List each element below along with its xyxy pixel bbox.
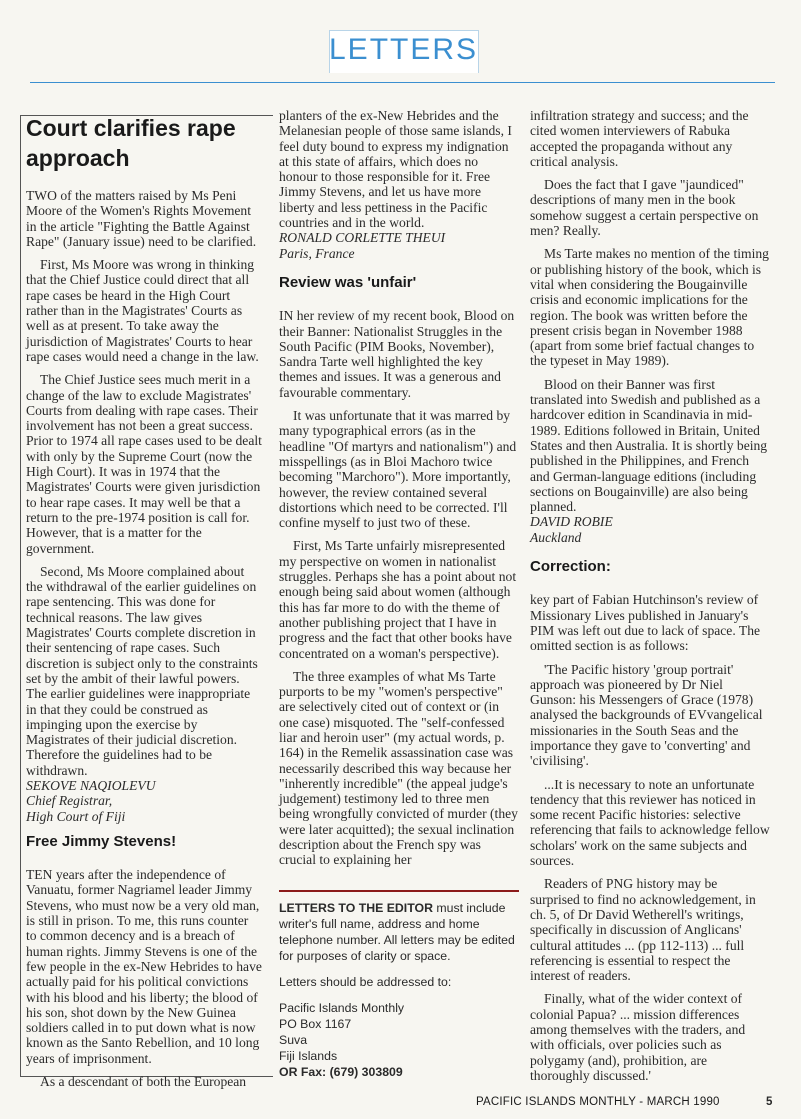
- editor-notice-heading: LETTERS TO THE EDITOR: [279, 900, 433, 915]
- article-title-court: Court clarifies rape approach: [26, 115, 236, 171]
- signature-org: High Court of Fiji: [26, 808, 126, 824]
- letters-to-editor-box: [279, 890, 519, 1080]
- signature-name: RONALD CORLETTE THEUI: [279, 230, 446, 246]
- column-1: [26, 113, 262, 1097]
- paragraph: ...It is necessary to note an unfortunate tendency that this reviewer has noticed in some recent Pacific histories: selective referencing that fails to acknowledge fellow scholars' work on the same subjects and sources.: [530, 776, 770, 869]
- column-2: [279, 108, 519, 1080]
- page-number: 5: [766, 1096, 773, 1108]
- paragraph: First, Ms Tarte unfairly misrepresented my perspective on women in nationalist struggles. Perhaps she has a point about not enough being said about women (although this has far more to do with the theme of another publishing project that I have in progress and the fact that other books have concentrated on a woman's perspective).: [279, 538, 517, 661]
- section-title: LETTERS: [329, 33, 479, 66]
- fax-number: OR Fax: (679) 303809: [279, 1064, 403, 1079]
- publication-footer: PACIFIC ISLANDS MONTHLY - MARCH 1990: [476, 1096, 720, 1108]
- signature-name: SEKOVE NAQIOLEVU: [26, 777, 156, 793]
- paragraph: Does the fact that I gave "jaundiced" descriptions of many men in the book somehow suggest a certain perspective on men? Really.: [530, 177, 759, 239]
- paragraph: Second, Ms Moore complained about the withdrawal of the earlier guidelines on rape sentencing. This was done for technical reasons. The law gives Magistrates' Courts complete discretion in their sentencing of rape cases. Such discretion is subject only to the constraints set by the ambit of their lawful powers. The earlier guidelines were inappropriate in that they could be construed as impinging upon the exercise by Magistrates of their judicial discretion. Therefore the guidelines had to be withdrawn.: [26, 563, 258, 778]
- paragraph: TEN years after the independence of Vanuatu, former Nagriamel leader Jimmy Stevens, who must now be a very old man, is still in prison. To me, this runs counter to common decency and is a breach of human rights. Jimmy Stevens is one of the few people in the ex-New Hebrides to have actually paid for his political convictions with his blood and his liberty; the blood of his son, shot down by the New Guinea soldiers called in to put down what is now known as the Santo Rebellion, and 10 long years of imprisonment.: [26, 867, 262, 1066]
- paragraph: Finally, what of the wider context of colonial Papua? ... mission differences among themselves with the traders, and with officials, over policies such as polygamy (and), prohibition, are thoroughly discussed.': [530, 991, 746, 1083]
- paragraph: infiltration strategy and success; and the cited women interviewers of Rabuka accepted the propaganda without any critical analysis.: [530, 108, 749, 169]
- paragraph: First, Ms Moore was wrong in thinking that the Chief Justice could direct that all rape cases be heard in the High Court rather than in the Magistrates' Courts as well as at present. To take away the jurisdiction of Magistrates' Courts to hear rape cases would need a change in the law.: [26, 257, 259, 364]
- paragraph: key part of Fabian Hutchinson's review of Missionary Lives published in January's PIM was left out due to lack of space. The omitted section is as follows:: [530, 592, 761, 654]
- paragraph: IN her review of my recent book, Blood on their Banner: Nationalist Struggles in the South Pacific (PIM Books, November), Sandra Tarte well highlighted the key themes and issues. It was a generous and favourable commentary.: [279, 308, 515, 400]
- article-title-jimmy: Free Jimmy Stevens!: [26, 832, 177, 850]
- paragraph: Readers of PNG history may be surprised to find no acknowledgement, in ch. 5, of Dr David Wetherell's writings, specifically in discussion of Anglicans' cultural attitudes ... (pp 112-113) ... full referencing is essential to respect the interest of readers.: [530, 876, 756, 984]
- editor-notice: [279, 900, 519, 964]
- paragraph: Ms Tarte makes no mention of the timing or publishing history of the book, which is vital when considering the Bougainville crisis and economic implications for the region. The book was written before the present crisis began in November 1988 (apart from some brief factual changes to the typeset in May 1989).: [530, 246, 769, 369]
- address-line: Suva: [279, 1032, 308, 1047]
- signature-place: Auckland: [530, 529, 582, 545]
- paragraph: The Chief Justice sees much merit in a change of the law to exclude Magistrates' Courts from dealing with rape cases. Their involvement has not been a great success. Prior to 1974 all rape cases used to be dealt with only by the Supreme Court (now the High Court). It was in 1974 that the Magistrates' Courts were given jurisdiction to hear rape cases. It may well be that a return to the pre-1974 position is call for. However, that is a matter for the government.: [26, 372, 262, 556]
- editor-notice-text: must include writer's full name, address and home telephone number. All letters may be edited for purposes of clarity or space.: [279, 900, 515, 963]
- article-title-review: Review was 'unfair': [279, 273, 417, 291]
- paragraph: It was unfortunate that it was marred by many typographical errors (as in the headline "Of martyrs and nationalism") and misspellings (as in Bloi Machoro twice becoming "Marchoro"). More importantly, however, the review contained several distortions which need to be corrected. I'll confine myself to just two of these.: [279, 408, 517, 531]
- column-3: [530, 108, 770, 1091]
- signature-place: Paris, France: [279, 245, 355, 261]
- article-title-correction: Correction:: [530, 558, 611, 576]
- address-intro: Letters should be addressed to:: [279, 974, 452, 989]
- paragraph: The three examples of what Ms Tarte purports to be my "women's perspective" are selectively cited out of context or (in one case) misquoted. The "self-confessed liar and heroin user" (my actual words, p. 164) in the Remelik assassination case was necessarily described this way because her "inherently incredible" (the appeal judge's judgement) testimony led to three men being wrongfully convicted of murder (they were later acquitted); the sexual inclination description about the French spy was crucial to explaining her: [279, 668, 518, 868]
- paragraph: planters of the ex-New Hebrides and the Melanesian people of those same islands, I feel duty bound to express my indignation at this state of affairs, which does no honour to those responsible for it. Free Jimmy Stevens, and let us have more liberty and less pettiness in the Pacific countries and in the world.: [279, 108, 512, 231]
- address-line: Pacific Islands Monthly: [279, 1000, 405, 1015]
- signature-title: Chief Registrar,: [26, 793, 113, 809]
- address-line: Fiji Islands: [279, 1048, 338, 1063]
- paragraph: Blood on their Banner was first translated into Swedish and published as a hardcover edition in Scandinavia in mid-1989. Editions followed in Britain, United States and then Australia. It is shortly being published in the Philippines, and French and German-language editions (including sections on Bougainville) are also being planned.: [530, 376, 768, 515]
- paragraph: TWO of the matters raised by Ms Peni Moore of the Women's Rights Movement in the article "Fighting the Battle Against Rape" (January issue) need to be clarified.: [26, 188, 257, 249]
- paragraph: 'The Pacific history 'group portrait' approach was pioneered by Dr Niel Gunson: his Messengers of Grace (1978) analysed the backgrounds of EVvangelical missionaries in the South Seas and the importance they gave to 'converting' and 'civilising'.: [530, 661, 763, 769]
- paragraph: As a descendant of both the European: [40, 1074, 247, 1090]
- signature-name: DAVID ROBIE: [530, 514, 613, 530]
- address-line: PO Box 1167: [279, 1016, 352, 1031]
- header-rule: [30, 82, 775, 83]
